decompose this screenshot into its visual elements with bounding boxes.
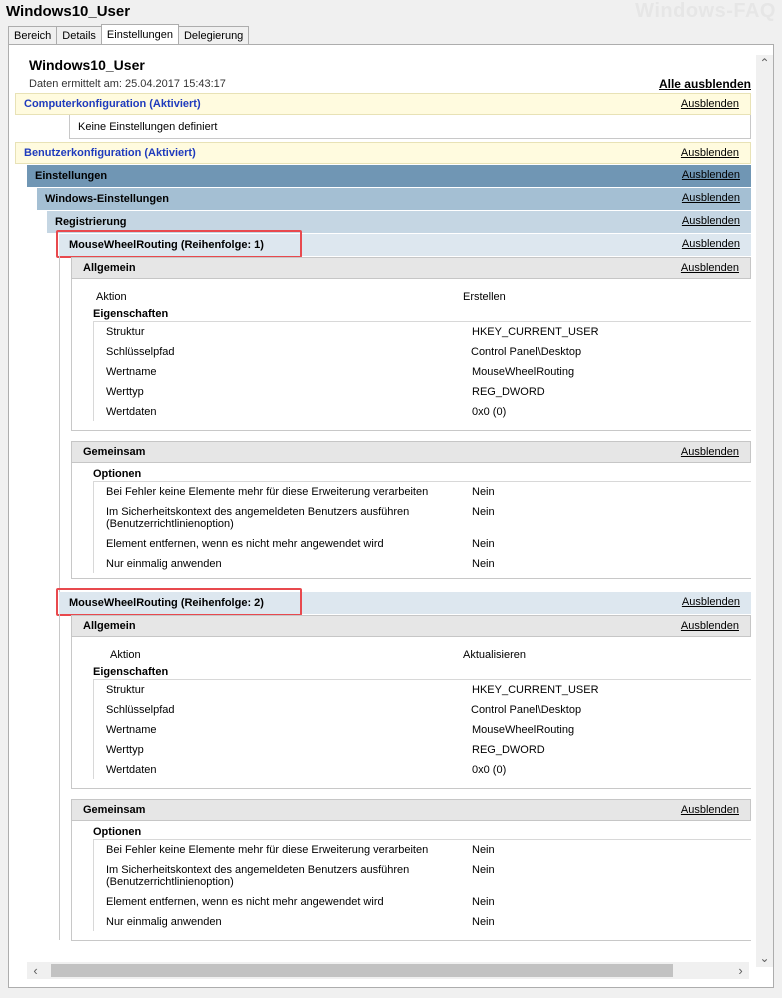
user-config-header[interactable] [15, 142, 751, 164]
item1-option-key: Element entfernen, wenn es nicht mehr angewendet wird [106, 538, 384, 550]
computer-config-body [69, 115, 751, 139]
item2-option-key: Im Sicherheitskontext des angemeldeten Benutzers ausführen (Benutzerrichtlinienoption) [106, 864, 410, 888]
item2-title: MouseWheelRouting (Reihenfolge: 2) [69, 597, 264, 609]
item1-prop-key: Schlüsselpfad [106, 346, 175, 358]
horizontal-scrollbar[interactable] [27, 962, 749, 979]
item2-prop-value: MouseWheelRouting [472, 724, 575, 736]
hide-windows-einstellungen-link[interactable]: Ausblenden [681, 192, 740, 204]
item1-action-value: Erstellen [463, 291, 506, 303]
hide-item1-common-link[interactable]: Ausblenden [680, 446, 739, 458]
hide-all-link[interactable]: Alle ausblenden [658, 77, 751, 91]
item2-prop-key: Werttyp [106, 744, 144, 756]
registrierung-label: Registrierung [55, 216, 127, 228]
tab-bar [8, 26, 248, 44]
item2-general-header[interactable] [71, 615, 751, 637]
item2-option-value: Nein [472, 896, 495, 908]
item1-prop-value: HKEY_CURRENT_USER [472, 326, 599, 338]
computer-config-label: Computerkonfiguration (Aktiviert) [24, 98, 201, 110]
hide-user-config-link[interactable]: Ausblenden [680, 147, 739, 159]
no-settings-text: Keine Einstellungen definiert [78, 121, 218, 133]
item2-prop-value: REG_DWORD [472, 744, 545, 756]
item1-prop-value: 0x0 (0) [472, 406, 507, 418]
report-title: Windows10_User [29, 57, 145, 73]
item1-action-label: Aktion [96, 291, 127, 303]
hide-computer-config-link[interactable]: Ausblenden [680, 98, 739, 110]
watermark: Windows-FAQ [635, 0, 776, 22]
item1-props-header: Eigenschaften [93, 308, 169, 320]
tab-delegierung[interactable]: Delegierung [178, 26, 249, 44]
item1-option-value: Nein [472, 558, 495, 570]
hide-item1-link[interactable]: Ausblenden [681, 238, 740, 250]
item1-common-header[interactable] [71, 441, 751, 463]
item1-prop-value: REG_DWORD [472, 386, 545, 398]
item1-general-label: Allgemein [83, 262, 136, 274]
vertical-scrollbar[interactable] [756, 55, 773, 967]
hide-einstellungen-link[interactable]: Ausblenden [681, 169, 740, 181]
item2-options-header: Optionen [93, 826, 142, 838]
item2-props-header: Eigenschaften [93, 666, 169, 678]
windows-einstellungen-header[interactable] [37, 188, 751, 210]
user-config-label: Benutzerkonfiguration (Aktiviert) [24, 147, 196, 159]
report-pane [8, 44, 774, 988]
scroll-up-icon[interactable]: ⌃ [759, 56, 770, 70]
item1-option-value: Nein [472, 486, 495, 498]
item2-option-key: Element entfernen, wenn es nicht mehr angewendet wird [106, 896, 384, 908]
einstellungen-label: Einstellungen [35, 170, 108, 182]
item2-prop-value: Control Panel\Desktop [471, 704, 582, 716]
hide-item2-link[interactable]: Ausblenden [681, 596, 740, 608]
item1-options-header: Optionen [93, 468, 142, 480]
highlight-box [56, 230, 302, 258]
item2-common-header[interactable] [71, 799, 751, 821]
item2-prop-key: Wertdaten [106, 764, 157, 776]
item1-prop-key: Werttyp [106, 386, 144, 398]
item1-option-value: Nein [472, 506, 495, 518]
item2-props-box [93, 679, 751, 779]
item1-option-key: Nur einmalig anwenden [106, 558, 222, 570]
item1-prop-value: Control Panel\Desktop [471, 346, 582, 358]
horizontal-scroll-thumb[interactable] [51, 964, 673, 977]
item1-prop-key: Wertname [106, 366, 157, 378]
item2-option-key: Nur einmalig anwenden [106, 916, 222, 928]
item1-common-label: Gemeinsam [83, 446, 146, 458]
item1-option-key: Im Sicherheitskontext des angemeldeten Benutzers ausführen (Benutzerrichtlinienoption) [106, 506, 410, 530]
hide-item2-common-link[interactable]: Ausblenden [680, 804, 739, 816]
item2-prop-key: Struktur [106, 684, 145, 696]
scroll-right-icon[interactable]: › [738, 963, 743, 978]
computer-config-header[interactable] [15, 93, 751, 115]
report-date: Daten ermittelt am: 25.04.2017 15:43:17 [29, 78, 226, 90]
item2-common-label: Gemeinsam [83, 804, 146, 816]
hide-item2-general-link[interactable]: Ausblenden [680, 620, 739, 632]
item1-option-key: Bei Fehler keine Elemente mehr für diese Erweiterung verarbeiten [106, 486, 429, 498]
einstellungen-header[interactable] [27, 165, 751, 187]
scroll-down-icon[interactable]: ⌄ [759, 951, 770, 965]
item1-prop-key: Struktur [106, 326, 145, 338]
item2-option-value: Nein [472, 864, 495, 876]
item1-props-box [93, 321, 751, 421]
tab-details[interactable]: Details [56, 26, 102, 44]
item2-prop-key: Schlüsselpfad [106, 704, 175, 716]
item2-option-key: Bei Fehler keine Elemente mehr für diese Erweiterung verarbeiten [106, 844, 429, 856]
item2-general-label: Allgemein [83, 620, 136, 632]
item2-prop-value: HKEY_CURRENT_USER [472, 684, 599, 696]
item1-general-header[interactable] [71, 257, 751, 279]
window-title: Windows10_User [6, 3, 131, 20]
item2-action-value: Aktualisieren [463, 649, 526, 661]
item1-prop-key: Wertdaten [106, 406, 157, 418]
highlight-box [56, 588, 302, 616]
hide-item1-general-link[interactable]: Ausblenden [680, 262, 739, 274]
item1-title: MouseWheelRouting (Reihenfolge: 1) [69, 239, 264, 251]
item2-option-value: Nein [472, 916, 495, 928]
tab-bereich[interactable]: Bereich [8, 26, 57, 44]
item1-prop-value: MouseWheelRouting [472, 366, 575, 378]
item2-prop-value: 0x0 (0) [472, 764, 507, 776]
hide-registrierung-link[interactable]: Ausblenden [681, 215, 740, 227]
scroll-left-icon[interactable]: ‹ [33, 963, 38, 978]
item2-option-value: Nein [472, 844, 495, 856]
item2-action-label: Aktion [110, 649, 141, 661]
windows-einstellungen-label: Windows-Einstellungen [45, 193, 169, 205]
item2-prop-key: Wertname [106, 724, 157, 736]
tab-einstellungen[interactable]: Einstellungen [101, 24, 179, 44]
item1-option-value: Nein [472, 538, 495, 550]
